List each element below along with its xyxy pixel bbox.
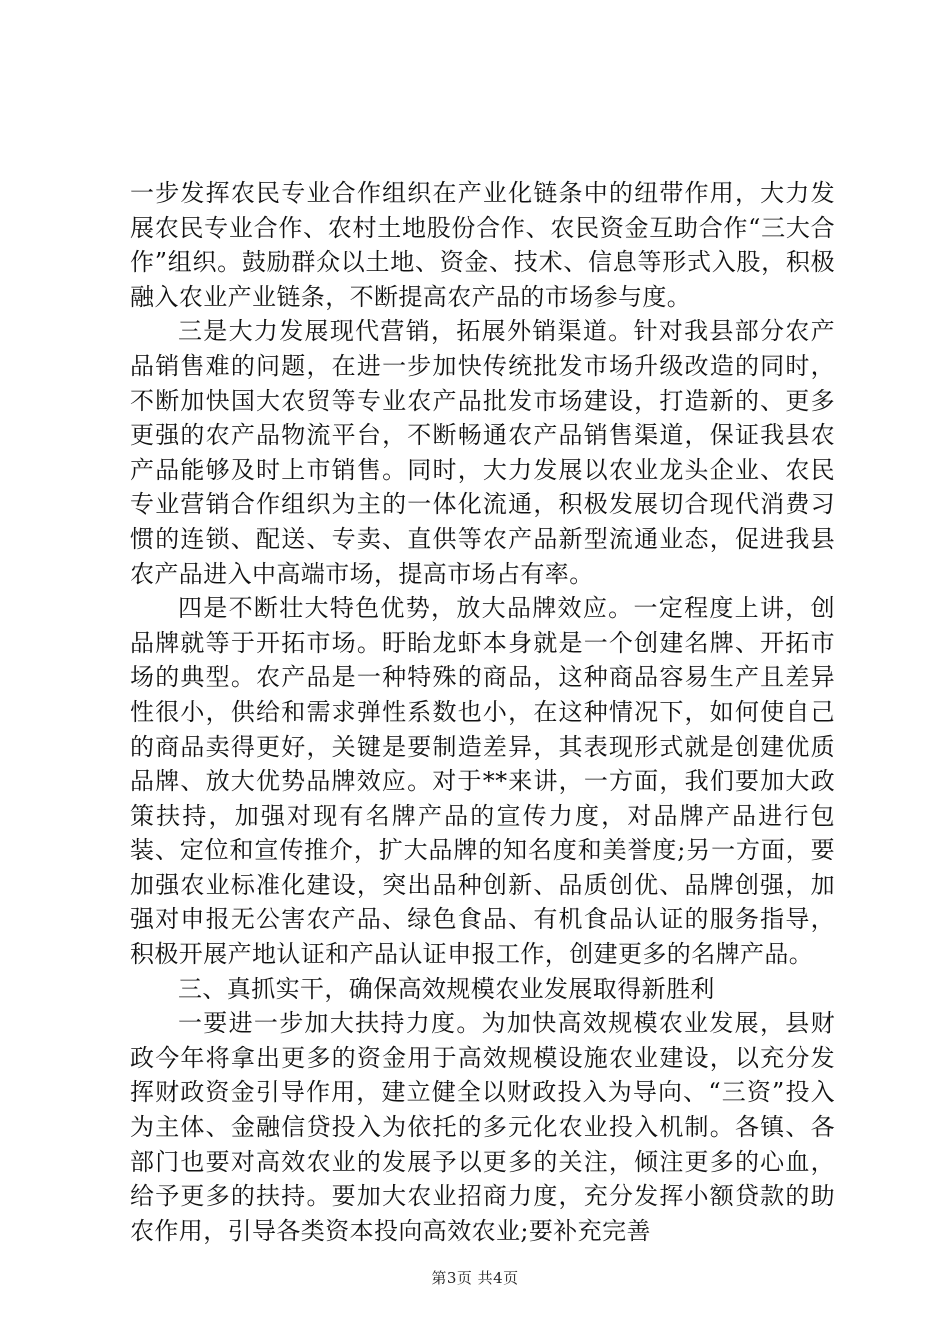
page-footer: 第3页 共4页 (431, 1269, 519, 1287)
paragraph-cooperation: 一步发挥农民专业合作组织在产业化链条中的纽带作用，大力发展农民专业合作、农村土地股份合作、农民资金互助合作“三大合作”组织。鼓励群众以土地、资金、技术、信息等形式入股，积极融入农业产业链条，不断提高农产品的市场参与度。 (130, 179, 835, 311)
document-body (130, 176, 835, 1248)
paragraph-support: 一要进一步加大扶持力度。为加快高效规模农业发展，县财政今年将拿出更多的资金用于高效规模设施农业建设，以充分发挥财政资金引导作用，建立健全以财政投入为导向、“三资”投入为主体、金融信贷投入为依托的多元化农业投入机制。各镇、各部门也要对高效农业的发展予以更多的关注，倾注更多的心血，给予更多的扶持。要加大农业招商力度，充分发挥小额贷款的助农作用，引导各类资本投向高效农业;要补充完善 (130, 1009, 835, 1245)
paragraph-brand: 四是不断壮大特色优势，放大品牌效应。一定程度上讲，创品牌就等于开拓市场。盱眙龙虾本身就是一个创建名牌、开拓市场的典型。农产品是一种特殊的商品，这种商品容易生产且差异性很小，供给和需求弹性系数也小，在这种情况下，如何使自己的商品卖得更好，关键是要制造差异，其表现形式就是创建优质品牌、放大优势品牌效应。对于**来讲，一方面，我们要加大政策扶持，加强对现有名牌产品的宣传力度，对品牌产品进行包装、定位和宣传推介，扩大品牌的知名度和美誉度;另一方面，要加强农业标准化建设，突出品种创新、品质创优、品牌创强，加强对申报无公害农产品、绿色食品、有机食品认证的服务指导，积极开展产地认证和产品认证申报工作，创建更多的名牌产品。 (130, 594, 835, 969)
section-heading: 三、真抓实干，确保高效规模农业发展取得新胜利 (178, 974, 715, 1003)
paragraph-marketing: 三是大力发展现代营销，拓展外销渠道。针对我县部分农产品销售难的问题，在进一步加快传统批发市场升级改造的同时，不断加快国大农贸等专业农产品批发市场建设，打造新的、更多更强的农产品物流平台，不断畅通农产品销售渠道，保证我县农产品能够及时上市销售。同时，大力发展以农业龙头企业、农民专业营销合作组织为主的一体化流通，积极发展切合现代消费习惯的连锁、配送、专卖、直供等农产品新型流通业态，促进我县农产品进入中高端市场，提高市场占有率。 (130, 317, 835, 588)
